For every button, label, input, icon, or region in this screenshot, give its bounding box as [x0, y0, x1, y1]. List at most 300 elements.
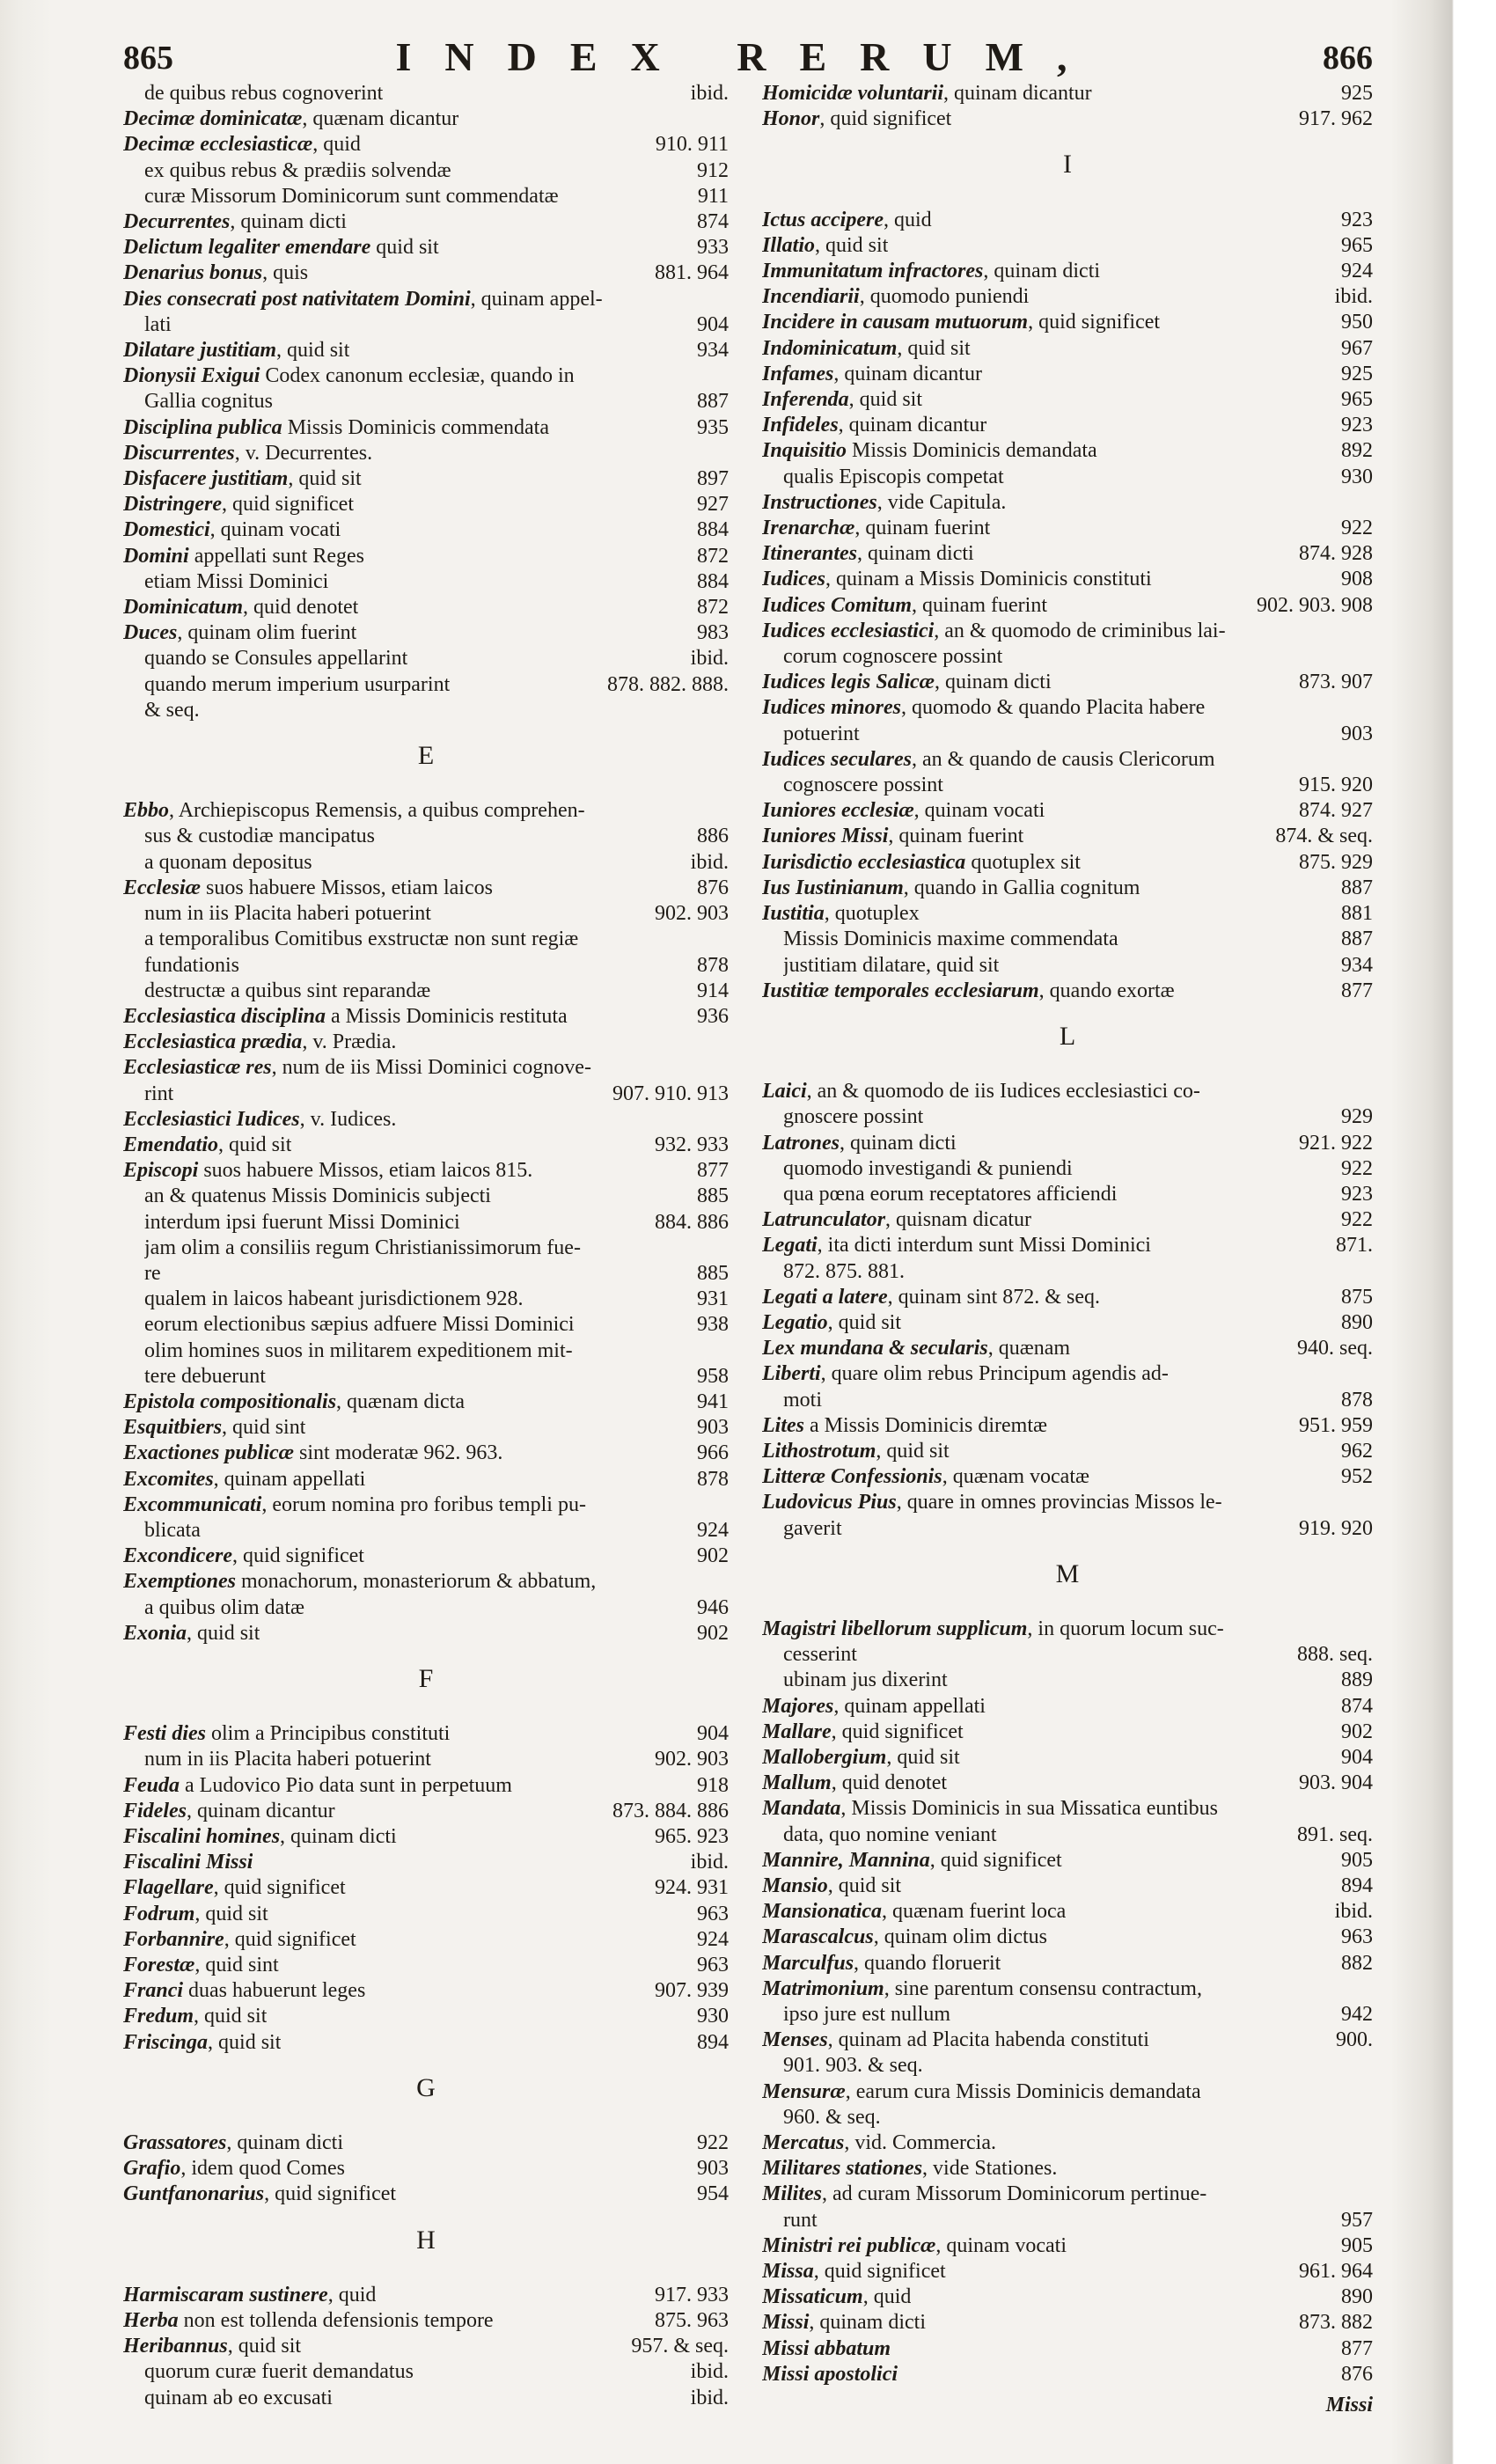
entry-headword: Immunitatum infractores [762, 260, 984, 283]
entry-text [762, 1899, 1066, 1925]
index-entry [762, 106, 1373, 132]
index-entry [762, 2310, 1373, 2336]
index-entry [123, 1492, 729, 1518]
entry-page-ref: 894 [1341, 1874, 1373, 1897]
entry-description: moti [783, 1388, 823, 1412]
entry-headword: Illatio [762, 233, 816, 257]
entry-page-ref: ibid. [690, 2386, 729, 2409]
entry-headword: Infideles [762, 414, 839, 437]
entry-text [762, 2310, 926, 2336]
entry-page-ref: 885 [697, 1261, 729, 1285]
entry-description: , quando floruerit [854, 1951, 1001, 1975]
entry-page-ref: ibid. [1334, 285, 1373, 309]
entry-page-ref: 902. 903. 908 [1257, 593, 1373, 617]
entry-headword: Mensuræ [762, 2079, 846, 2103]
entry-page-ref: 877 [1341, 2336, 1373, 2360]
entry-description: , quinam dicantur [187, 1799, 335, 1822]
entry-description: lati [144, 312, 172, 336]
entry-text [123, 492, 354, 517]
entry-page-ref: 918 [697, 1773, 729, 1797]
entry-text [762, 1694, 986, 1720]
entry-text [762, 670, 1052, 695]
entry-text [123, 1875, 346, 1901]
entry-text [144, 158, 451, 184]
entry-text [123, 2283, 376, 2308]
index-entry [123, 1030, 729, 1055]
entry-page-ref: 925 [1341, 362, 1373, 385]
entry-page-ref: 923 [1341, 414, 1373, 437]
entry-headword: Legati [762, 1234, 818, 1258]
entry-text [762, 1464, 1089, 1490]
entry-description: , quid sit [876, 1439, 950, 1463]
entry-page-ref: 914 [697, 979, 729, 1002]
entry-headword: Iurisdictio ecclesiastica [762, 850, 966, 874]
entry-description: , quid sit [208, 2030, 282, 2054]
index-entry [123, 1569, 729, 1595]
entry-page-ref: 952 [1341, 1465, 1373, 1489]
entry-headword: Iudices ecclesiastici [762, 619, 935, 642]
entry-headword: Ius Iustinianum [762, 876, 904, 899]
index-entry [123, 1595, 729, 1621]
entry-description: Missis Dominicis commendata [282, 415, 549, 439]
index-entry [123, 441, 729, 466]
entry-headword: Denarius bonus [123, 261, 263, 285]
entry-description: , quinam dicti [230, 210, 347, 234]
entry-description: , v. Decurrentes. [234, 441, 373, 465]
index-entry [123, 1236, 729, 1261]
entry-page-ref: 876 [697, 876, 729, 899]
entry-description: jam olim a consiliis regum Christianissimorum fue- [144, 1236, 581, 1259]
entry-headword: Missa [762, 2260, 814, 2284]
index-entry [762, 541, 1373, 567]
index-entry [762, 259, 1373, 284]
entry-description: , quænam dicantur [302, 107, 459, 131]
entry-description: , an & quando de causis Clericorum [912, 747, 1215, 771]
entry-text [762, 593, 1047, 619]
index-entry [762, 619, 1373, 644]
index-entry [762, 516, 1373, 541]
entry-page-ref: 875. 963 [655, 2309, 729, 2333]
index-entry [762, 2259, 1373, 2284]
entry-text [123, 1544, 364, 1569]
entry-description: blicata [144, 1518, 201, 1542]
entry-text [123, 1621, 260, 1646]
index-entry [123, 1747, 729, 1772]
right-index-column [762, 81, 1373, 2418]
index-entry [762, 1285, 1373, 1310]
entry-description: num in iis Placita haberi potuerint [144, 902, 431, 926]
entry-text [762, 1079, 1200, 1104]
entry-headword: Inquisitio [762, 439, 847, 463]
entry-text [762, 259, 1100, 284]
entry-description: , quid significet [264, 2182, 397, 2206]
entry-headword: Legati a latere [762, 1285, 888, 1309]
entry-page-ref: ibid. [690, 647, 729, 671]
entry-description: quotuplex sit [965, 850, 1081, 874]
entry-description: , idem quod Comes [180, 2157, 345, 2181]
index-entry [762, 1720, 1373, 1745]
entry-page-ref: 897 [697, 467, 729, 491]
entry-text [144, 824, 375, 849]
entry-headword: Mannire, Mannina [762, 1848, 930, 1872]
index-entry [762, 387, 1373, 413]
index-entry [123, 1004, 729, 1030]
entry-description: , sine parentum consensu contractum, [884, 1976, 1202, 2000]
entry-text [783, 2208, 818, 2233]
entry-page-ref: 902. 903 [655, 902, 729, 926]
entry-text [762, 490, 1006, 516]
entry-page-ref: 934 [697, 339, 729, 363]
entry-description: de quibus rebus cognoverint [144, 82, 384, 105]
entry-description: , quid significet [813, 2260, 946, 2284]
entry-description: , an & quomodo de iis Iudices ecclesiastici co- [806, 1080, 1200, 1104]
entry-description: , quænam dicta [336, 1390, 466, 1413]
entry-page-ref: 923 [1341, 1182, 1373, 1206]
entry-text [123, 2004, 267, 2029]
entry-headword: Guntfanonarius [123, 2182, 265, 2206]
index-entry [123, 569, 729, 595]
index-entry [762, 490, 1373, 516]
entry-text [144, 1184, 491, 1209]
index-entry [762, 1361, 1373, 1387]
entry-text [762, 876, 1140, 901]
entry-headword: Exemptiones [123, 1570, 237, 1594]
entry-page-ref: 924 [697, 1927, 729, 1951]
index-entry [123, 260, 729, 286]
entry-headword: Fiscalini Missi [123, 1851, 253, 1874]
entry-text [762, 979, 1175, 1004]
index-entry [123, 2386, 729, 2411]
entry-text [762, 1285, 1100, 1310]
entry-text [762, 208, 932, 233]
entry-headword: Feuda [123, 1773, 180, 1797]
entry-text [123, 466, 362, 492]
entry-description: , earum cura Missis Dominicis demandata [845, 2079, 1201, 2103]
entry-description: , quisnam dicatur [885, 1208, 1032, 1232]
index-entry [762, 1951, 1373, 1976]
index-entry [123, 492, 729, 517]
entry-page-ref: 917. 962 [1299, 107, 1373, 131]
entry-headword: Herba [123, 2309, 179, 2333]
entry-description: a Missis Dominicis restituta [325, 1004, 568, 1028]
entry-text [123, 2334, 301, 2359]
index-entry [123, 1953, 729, 1978]
entry-text [783, 1104, 923, 1130]
entry-page-ref: 873. 882 [1299, 2311, 1373, 2335]
index-entry [123, 2334, 729, 2359]
entry-page-ref: ibid. [690, 82, 729, 105]
index-entry [762, 1131, 1373, 1156]
index-entry [762, 1796, 1373, 1822]
entry-headword: Missi apostolici [762, 2362, 898, 2386]
index-entry [762, 1745, 1373, 1771]
entry-description: quorum curæ fuerit demandatus [144, 2360, 414, 2384]
index-entry [123, 1441, 729, 1466]
entry-description: , quinam olim fuerint [177, 621, 357, 645]
index-entry [123, 1621, 729, 1646]
entry-text [762, 747, 1215, 773]
index-entry [123, 81, 729, 106]
entry-description: , quinam fuerint [854, 517, 991, 540]
entry-page-ref: 875 [1341, 1285, 1373, 1309]
entry-headword: Franci [123, 1979, 184, 2003]
entry-description: , quid significet [224, 1927, 356, 1951]
entry-page-ref: 903 [697, 2157, 729, 2181]
entry-description: , v. Prædia. [302, 1030, 397, 1054]
entry-text [762, 850, 1081, 876]
entry-text [762, 1131, 957, 1156]
entry-headword: Grafio [123, 2157, 181, 2181]
running-title: INDEX RERUM, [395, 34, 1101, 79]
right-page-number: 866 [1323, 40, 1373, 77]
index-entry [762, 465, 1373, 490]
entry-text [762, 336, 971, 362]
entry-page-ref: 935 [697, 415, 729, 439]
entry-description: , ad curam Missorum Dominicorum pertinue- [822, 2182, 1207, 2206]
entry-description: , quænam fuerint loca [882, 1900, 1067, 1924]
entry-text [144, 1261, 161, 1287]
entry-page-ref: 890 [1341, 2285, 1373, 2309]
entry-headword: Domestici [123, 518, 210, 542]
index-entry [123, 1364, 729, 1390]
entry-text [762, 362, 982, 387]
entry-page-ref: 950 [1341, 311, 1373, 334]
entry-description: , quid significet [222, 493, 354, 517]
entry-description: 901. 903. & seq. [783, 2054, 923, 2078]
entry-text [144, 1364, 266, 1390]
entry-description: curæ Missorum Dominicorum sunt commendatæ [144, 184, 559, 208]
entry-page-ref: 884. 886 [655, 1210, 729, 1234]
entry-text [144, 1518, 201, 1544]
index-entry [762, 2208, 1373, 2233]
entry-text [762, 2284, 911, 2310]
entry-text [762, 1361, 1169, 1387]
entry-description: suos habuere Missos, etiam laicos [200, 876, 493, 899]
entry-description: fundationis [144, 953, 239, 977]
entry-description: , quinam fuerint [888, 825, 1024, 848]
entry-page-ref: 877 [697, 1159, 729, 1183]
entry-description: , vid. Commercia. [844, 2131, 996, 2155]
entry-description: , quid sit [187, 1621, 260, 1645]
entry-page-ref: 904 [1341, 1745, 1373, 1769]
index-entry [762, 1207, 1373, 1233]
index-entry [762, 979, 1373, 1004]
index-entry [762, 2053, 1373, 2079]
entry-description: qua pœna eorum receptatores afficiendi [783, 1182, 1118, 1206]
entry-headword: Festi dies [123, 1722, 206, 1746]
index-entry [123, 927, 729, 952]
entry-page-ref: 903 [1341, 722, 1373, 745]
entry-page-ref: 902 [1341, 1720, 1373, 1743]
entry-text [783, 722, 860, 747]
entry-description: , quinam dicantur [943, 82, 1092, 105]
entry-page-ref: 904 [697, 1722, 729, 1746]
entry-description: , quid [883, 208, 932, 231]
entry-text [762, 1439, 950, 1464]
entry-headword: Fredum [123, 2005, 194, 2028]
index-entry [123, 2130, 729, 2156]
index-entry [123, 798, 729, 824]
index-entry [123, 1544, 729, 1569]
section-letter: E [417, 741, 435, 771]
entry-headword: Forbannire [123, 1927, 224, 1951]
entry-headword: Ministri rei publicæ [762, 2233, 936, 2257]
entry-headword: Iustitia [762, 902, 825, 926]
entry-text [144, 569, 328, 595]
entry-text [123, 1390, 465, 1415]
entry-page-ref: 924. 931 [655, 1876, 729, 1900]
entry-page-ref: 910. 911 [655, 133, 729, 157]
entry-text [783, 1182, 1117, 1207]
entry-text [762, 2233, 1067, 2259]
entry-headword: Legatio [762, 1310, 828, 1334]
entry-text [762, 1951, 1001, 1976]
entry-page-ref: 889 [1341, 1668, 1373, 1692]
entry-text [123, 1721, 450, 1747]
entry-page-ref: 930 [1341, 465, 1373, 488]
entry-page-ref: 875. 929 [1299, 850, 1373, 874]
entry-page-ref: 908 [1341, 568, 1373, 591]
entry-page-ref: 962 [1341, 1439, 1373, 1463]
entry-description: , quænam vocatæ [942, 1465, 1090, 1489]
index-entry [123, 620, 729, 646]
entry-description: , vide Stationes. [922, 2157, 1058, 2181]
index-entry [123, 2359, 729, 2385]
entry-headword: Marculfus [762, 1951, 854, 1975]
entry-text [762, 2336, 891, 2362]
entry-page-ref: 881. 964 [655, 261, 729, 285]
entry-description: Missis Dominicis maxime commendata [783, 928, 1118, 951]
index-entry [762, 1104, 1373, 1130]
entry-headword: Fodrum [123, 1902, 195, 1925]
entry-text [783, 927, 1118, 952]
entry-page-ref: 965 [1341, 388, 1373, 412]
entry-description: cognoscere possint [783, 774, 943, 797]
entry-text [123, 1773, 512, 1799]
entry-text [762, 516, 990, 541]
entry-page-ref: 957. & seq. [631, 2335, 729, 2358]
entry-headword: Menses [762, 2028, 828, 2052]
entry-page-ref: 876 [1341, 2362, 1373, 2386]
entry-description: , num de iis Missi Dominici cognove- [271, 1056, 591, 1080]
entry-description: , quid sit [815, 233, 889, 257]
entry-description: Codex canonum ecclesiæ, quando in [260, 364, 575, 388]
entry-description: , quid sit [276, 339, 350, 363]
entry-page-ref: 877 [1341, 979, 1373, 1002]
entry-text [123, 260, 308, 286]
entry-text [144, 698, 200, 723]
entry-text [144, 312, 172, 338]
entry-page-ref: 902. 903 [655, 1748, 729, 1771]
index-entry [123, 132, 729, 158]
entry-description: , quid sit [288, 467, 362, 491]
index-entry [762, 1182, 1373, 1207]
entry-headword: Itinerantes [762, 542, 858, 566]
catchword: Missi [1325, 2394, 1373, 2417]
entry-page-ref: 891. seq. [1297, 1822, 1373, 1846]
entry-description: a quonam depositus [144, 850, 312, 874]
entry-page-ref: 963 [1341, 1925, 1373, 1949]
entry-text [762, 1745, 960, 1771]
index-entry [762, 876, 1373, 901]
left-index-column [123, 81, 729, 2411]
entry-text [783, 1516, 842, 1542]
index-entry [762, 1439, 1373, 1464]
entry-description: Gallia cognitus [144, 390, 273, 414]
entry-description: , quid significet [1028, 311, 1161, 334]
index-entry [123, 1210, 729, 1236]
entry-text [144, 389, 273, 414]
entry-text [123, 1799, 335, 1824]
entry-text [762, 541, 974, 567]
entry-page-ref: 946 [697, 1595, 729, 1619]
entry-headword: Dionysii Exigui [123, 364, 260, 388]
entry-description: qualis Episcopis competat [783, 465, 1004, 488]
entry-page-ref: 983 [697, 621, 729, 645]
entry-text [123, 517, 341, 543]
entry-text [144, 1210, 460, 1236]
entry-description: , quid sint [222, 1416, 306, 1440]
entry-headword: Mallum [762, 1771, 832, 1795]
entry-headword: Dilatare justitiam [123, 339, 277, 363]
entry-description: , quid [862, 2285, 912, 2309]
entry-description: , quinam fuerint [912, 593, 1047, 617]
entry-description: & seq. [144, 698, 200, 722]
entry-text [123, 2156, 345, 2182]
entry-page-ref: 881 [1341, 902, 1373, 926]
entry-description: , in quorum locum suc- [1027, 1617, 1224, 1640]
entry-description: quid sit [370, 236, 439, 260]
entry-headword: Homicidæ voluntarii [762, 82, 944, 105]
entry-headword: Iudices Comitum [762, 593, 913, 617]
entry-headword: Excommunicati [123, 1492, 262, 1516]
entry-text [762, 2259, 946, 2284]
entry-headword: Decimæ dominicatæ [123, 107, 303, 131]
entry-page-ref: 966 [697, 1441, 729, 1465]
index-entry [762, 824, 1373, 849]
entry-description: , quare in omnes provincias Missos le- [896, 1491, 1222, 1514]
entry-page-ref: 886 [697, 825, 729, 848]
entry-description: , quid sit [827, 1310, 901, 1334]
entry-headword: Ludovicus Pius [762, 1491, 897, 1514]
index-entry [123, 1721, 729, 1747]
entry-text [144, 1082, 173, 1107]
entry-text [783, 465, 1004, 490]
entry-text [123, 441, 372, 466]
entry-description: olim homines suos in militarem expeditionem mit- [144, 1338, 573, 1362]
entry-description: suos habuere Missos, etiam laicos 815. [198, 1159, 533, 1183]
entry-page-ref: 882 [1341, 1951, 1373, 1975]
entry-text [123, 132, 361, 158]
entry-text [123, 620, 356, 646]
index-entry [762, 310, 1373, 335]
entry-page-ref: 905 [1341, 1848, 1373, 1872]
entry-description: , Archiepiscopus Remensis, a quibus comprehen- [169, 799, 585, 823]
entry-page-ref: 930 [697, 2005, 729, 2028]
entry-text [144, 901, 431, 927]
entry-description: , quid [312, 133, 361, 157]
entry-description: corum cognoscere possint [783, 645, 1003, 669]
entry-text [762, 1207, 1031, 1233]
entry-page-ref: 900. [1336, 2028, 1373, 2052]
entry-description: , quando exortæ [1038, 979, 1175, 1002]
entry-headword: Militares stationes [762, 2157, 923, 2181]
index-entry [123, 2156, 729, 2182]
entry-page-ref: 912 [697, 158, 729, 182]
entry-headword: Ecclesiasticæ res [123, 1056, 272, 1080]
entry-page-ref: 887 [1341, 876, 1373, 899]
entry-description: gnoscere possint [783, 1105, 924, 1129]
